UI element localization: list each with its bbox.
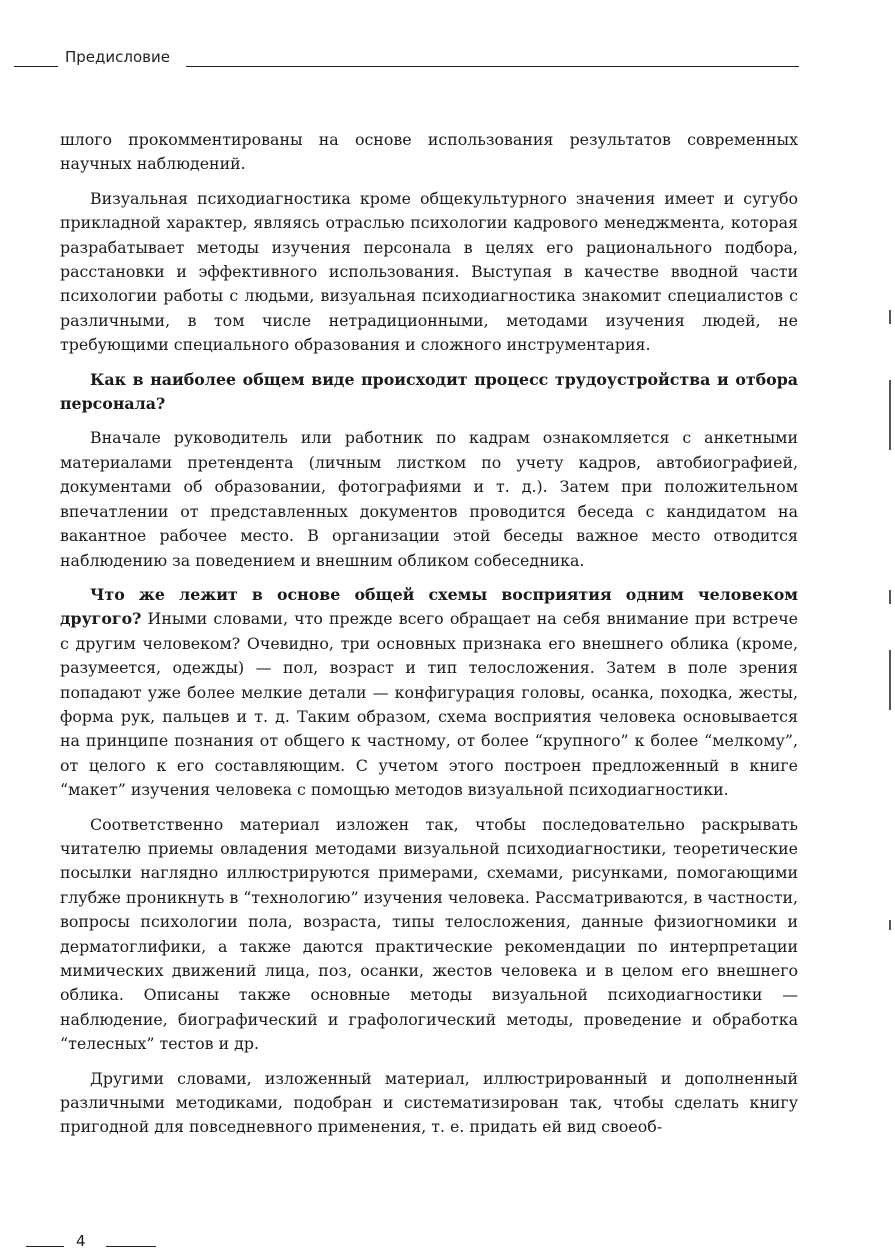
header-rule-right bbox=[186, 66, 799, 67]
section-title: Предисловие bbox=[65, 48, 176, 66]
page-footer bbox=[26, 1232, 166, 1252]
paragraph-6: Другими словами, изложенный материал, иллюстрированный и дополненный различными методиками, подобран и систематизирован так, чтобы сделать книгу пригодной для повседневного применения, т. е. придать ей вид своеоб- bbox=[60, 1068, 798, 1137]
scan-edge-marks bbox=[885, 300, 895, 950]
header-rule-left bbox=[14, 66, 58, 67]
paragraph-4 bbox=[60, 583, 798, 803]
paragraph-1: шлого прокомментированы на основе использования результатов современных научных наблюдений. bbox=[60, 130, 798, 174]
paragraph-4-text: Иными словами, что прежде всего обращает на себя внимание при встрече с другим человеком? Очевидно, три основных признака его внешнего облика (кроме, разумеется, одежды) — пол, возраст и тип телосложения. Затем в поле зрения попадают уже более мелкие детали — конфигурация головы, осанка, походка, жесты, форма рук, пальцев и т. д. Таким образом, схема восприятия человека основывается на принципе познания от общего к частному, от более “крупного” к более “мелкому”, от целого к его составляющим. С учетом этого построен предложенный в книге “макет” изучения человека с помощью методов визуальной психодиагностики. bbox=[60, 609, 798, 800]
paragraph-5: Соответственно материал изложен так, чтобы последовательно раскрывать читателю приемы овладения методами визуальной психодиагностики, теоретические посылки наглядно иллюстрируются примерами, схемами, рисунками, помогающими глубже проникнуть в “технологию” изучения человека. Рассматриваются, в частности, вопросы психологии пола, возраста, типы телосложения, данные физиогномики и дерматоглифики, а также даются практические рекомендации по интерпретации мимических движений лица, поз, осанки, жестов человека и в целом его внешнего облика. Описаны также основные методы визуальной психодиагностики — наблюдение, биографический и графологический методы, проведение и обработка “телесных” тестов и др. bbox=[60, 814, 798, 1054]
footer-rule-left bbox=[26, 1246, 64, 1247]
question-heading-1: Как в наиболее общем виде происходит процесс трудоустройства и отбора персонала? bbox=[60, 369, 798, 414]
running-header bbox=[14, 48, 799, 72]
paragraph-3: Вначале руководитель или работник по кадрам ознакомляется с анкетными материалами претендента (личным листком по учету кадров, автобиографией, документами об образовании, фотографиями и т. д.). Затем при положительном впечатлении от представленных документов проводится беседа с кандидатом на вакантное рабочее место. В организации этой беседы важное место отводится наблюдению за поведением и внешним обликом собеседника. bbox=[60, 428, 798, 570]
paragraph-2: Визуальная психодиагностика кроме общекультурного значения имеет и сугубо прикладной характер, являясь отраслью психологии кадрового менеджмента, которая разрабатывает методы изучения персонала в целях его рационального подбора, расстановки и эффективного использования. Выступая в качестве вводной части психологии работы с людьми, визуальная психодиагностика знакомит специалистов с различными, в том числе нетрадиционными, методами изучения людей, не требующими специального образования и сложного инструментария. bbox=[60, 188, 798, 355]
page-body bbox=[60, 128, 798, 1140]
footer-rule-right bbox=[106, 1246, 156, 1247]
page-number: 4 bbox=[76, 1232, 86, 1250]
question-inline-2: Что же лежит в основе общей схемы восприятия одним человеком другого? bbox=[60, 584, 798, 629]
